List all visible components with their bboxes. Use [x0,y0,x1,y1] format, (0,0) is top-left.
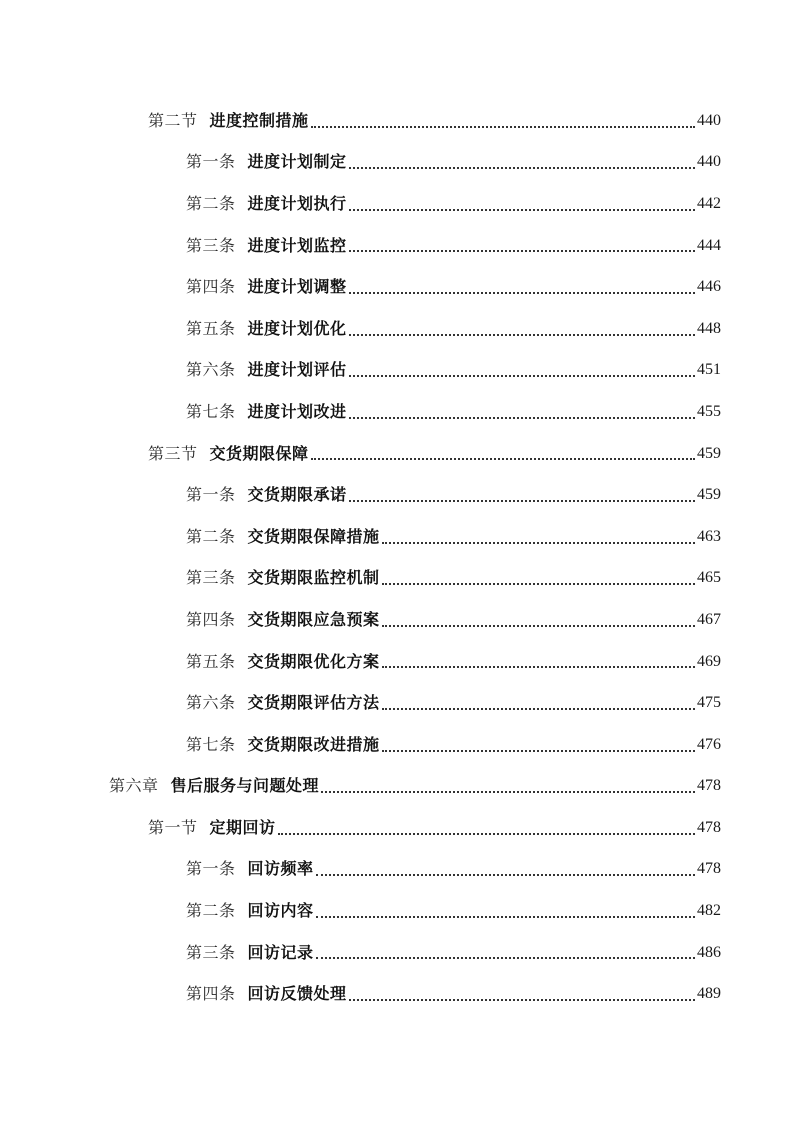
toc-entry-number: 第四条 [186,609,236,629]
toc-entry[interactable] [0,433,793,475]
toc-entry[interactable] [0,350,793,392]
toc-entry[interactable] [0,516,793,558]
toc-entry-label [186,651,380,671]
toc-entry[interactable] [0,599,793,641]
toc-entry-number: 第一条 [186,152,236,172]
table-of-contents [0,100,793,1015]
toc-entry-number: 第六条 [186,693,236,713]
toc-entry-title: 交货期限保障 [209,443,309,463]
toc-entry[interactable] [0,682,793,724]
toc-entry-title: 进度计划优化 [247,318,347,338]
toc-entry[interactable] [0,724,793,766]
toc-entry-number: 第六章 [109,776,159,796]
dot-leader [382,625,695,627]
toc-entry[interactable] [0,641,793,683]
toc-entry-title: 交货期限改进措施 [247,734,380,754]
toc-entry-page-number: 476 [697,735,721,753]
toc-entry-page-number: 465 [697,569,721,587]
toc-entry-page-number: 478 [697,860,721,878]
toc-entry-number: 第二条 [186,526,236,546]
toc-entry-title: 交货期限应急预案 [247,609,380,629]
dot-leader [382,666,695,668]
dot-leader [311,458,695,460]
toc-entry-number: 第一条 [186,859,236,879]
toc-entry-label [186,734,380,754]
toc-entry-label [186,362,347,378]
toc-entry-label [186,235,347,255]
dot-leader [349,167,695,169]
toc-entry[interactable] [0,225,793,267]
dot-leader [349,209,695,211]
toc-entry[interactable] [0,474,793,516]
toc-entry[interactable] [0,308,793,350]
toc-entry-number: 第四条 [186,277,236,297]
dot-leader [382,750,695,752]
dot-leader [382,583,695,585]
dot-leader [278,833,695,835]
toc-entry-title: 进度计划改进 [247,401,347,421]
dot-leader [349,250,695,252]
toc-entry-title: 进度计划调整 [247,277,347,297]
toc-entry-number: 第七条 [186,401,236,421]
toc-entry-number: 第七条 [186,734,236,754]
toc-entry-label [186,986,347,1002]
toc-entry-title: 交货期限监控机制 [247,568,380,588]
toc-entry-number: 第六条 [186,360,236,380]
toc-entry[interactable] [0,973,793,1015]
toc-entry-title: 进度计划评估 [247,360,347,380]
toc-entry-number: 第四条 [186,984,236,1004]
toc-entry-page-number: 478 [697,777,721,795]
toc-entry-number: 第三条 [186,942,236,962]
toc-entry-page-number: 459 [697,486,721,504]
toc-entry-page-number: 469 [697,652,721,670]
toc-entry[interactable] [0,558,793,600]
dot-leader [349,375,695,377]
dot-leader [316,916,695,918]
toc-entry-number: 第五条 [186,318,236,338]
toc-entry-number: 第一节 [148,817,198,837]
toc-entry-label [186,154,347,170]
toc-entry-label [186,526,380,546]
toc-entry-title: 进度计划监控 [247,235,347,255]
toc-entry-page-number: 442 [697,194,721,212]
toc-entry-label [186,401,347,421]
toc-entry-title: 定期回访 [209,817,276,837]
toc-entry[interactable] [0,266,793,308]
toc-entry-page-number: 482 [697,902,721,920]
toc-entry-title: 售后服务与问题处理 [170,776,320,796]
toc-entry-page-number: 489 [697,985,721,1003]
toc-entry[interactable] [0,142,793,184]
toc-entry-label [186,903,314,919]
toc-entry-label [186,570,380,586]
toc-entry-title: 回访反馈处理 [247,984,347,1004]
toc-entry-number: 第五条 [186,651,236,671]
toc-entry-page-number: 486 [697,943,721,961]
toc-entry[interactable] [0,890,793,932]
toc-entry-number: 第一条 [186,485,236,505]
toc-entry-title: 回访内容 [247,901,314,921]
toc-entry-label [186,695,380,711]
dot-leader [349,417,695,419]
toc-entry-page-number: 475 [697,694,721,712]
toc-entry-number: 第三条 [186,568,236,588]
toc-entry-title: 交货期限保障措施 [247,526,380,546]
toc-entry-page-number: 451 [697,361,721,379]
toc-entry-title: 进度控制措施 [209,110,309,130]
toc-entry-page-number: 467 [697,610,721,628]
toc-entry-title: 交货期限优化方案 [247,651,380,671]
toc-entry[interactable] [0,849,793,891]
toc-entry-page-number: 440 [697,111,721,129]
toc-entry-label [186,318,347,338]
toc-entry-number: 第二节 [148,110,198,130]
toc-entry-label [186,942,314,962]
toc-entry-page-number: 478 [697,818,721,836]
toc-entry-title: 进度计划制定 [247,152,347,172]
toc-entry-page-number: 459 [697,444,721,462]
toc-entry[interactable] [0,807,793,849]
toc-entry-label [186,609,380,629]
toc-entry[interactable] [0,183,793,225]
toc-entry-page-number: 446 [697,278,721,296]
toc-entry-title: 回访频率 [247,859,314,879]
toc-entry-label [186,487,347,503]
dot-leader [311,126,695,128]
dot-leader [349,292,695,294]
toc-entry[interactable] [0,100,793,142]
toc-entry-number: 第三条 [186,235,236,255]
toc-entry-label [186,861,314,877]
dot-leader [321,791,695,793]
dot-leader [316,874,695,876]
toc-entry-title: 交货期限评估方法 [247,693,380,713]
toc-entry-page-number: 444 [697,236,721,254]
toc-entry-label [148,110,309,130]
toc-entry-label [148,817,276,837]
toc-entry-label [186,193,347,213]
toc-entry-page-number: 463 [697,527,721,545]
toc-entry-title: 进度计划执行 [247,193,347,213]
toc-entry-label [148,443,309,463]
toc-entry-number: 第三节 [148,443,198,463]
toc-entry-page-number: 440 [697,153,721,171]
dot-leader [349,500,695,502]
toc-entry[interactable] [0,391,793,433]
dot-leader [349,999,695,1001]
dot-leader [382,542,695,544]
dot-leader [316,957,695,959]
toc-entry-number: 第二条 [186,901,236,921]
toc-entry-number: 第二条 [186,193,236,213]
toc-entry-page-number: 448 [697,319,721,337]
dot-leader [382,708,695,710]
toc-entry[interactable] [0,932,793,974]
toc-entry-label [186,279,347,295]
toc-entry-title: 回访记录 [247,942,314,962]
dot-leader [349,334,695,336]
toc-entry-page-number: 455 [697,402,721,420]
toc-entry[interactable] [0,766,793,808]
toc-entry-label [109,778,319,794]
toc-entry-title: 交货期限承诺 [247,485,347,505]
